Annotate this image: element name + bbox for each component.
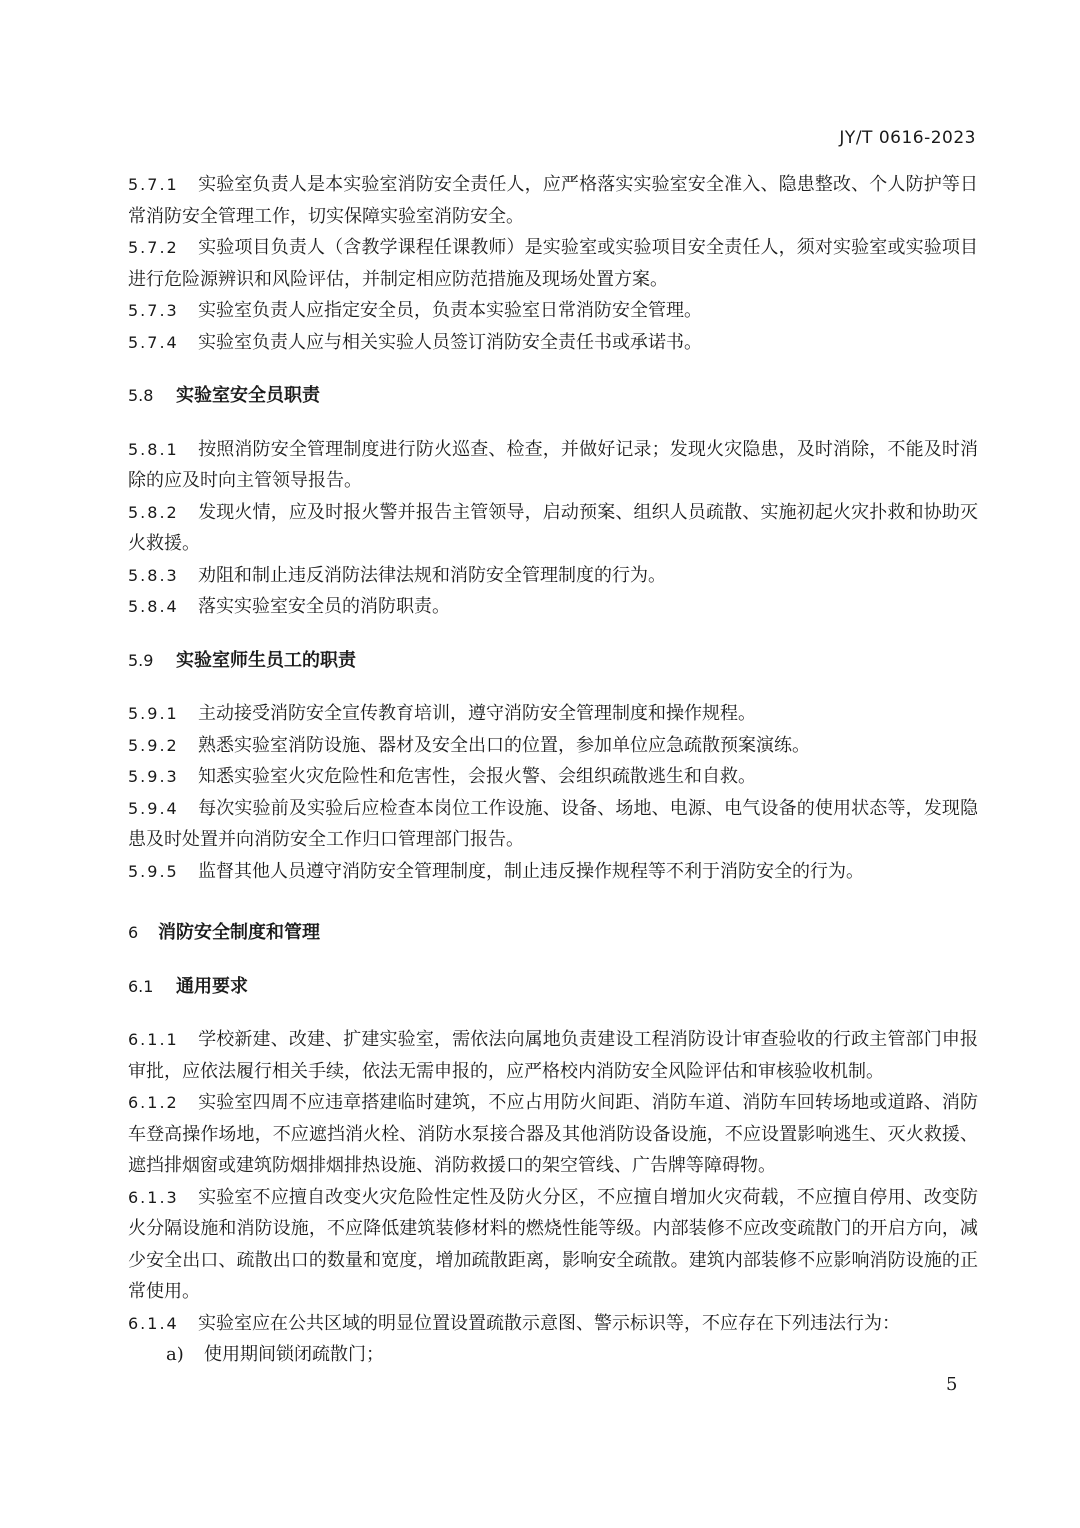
section-heading	[128, 971, 978, 1003]
clause-text: 实验室四周不应违章搭建临时建筑，不应占用防火间距、消防车道、消防车回转场地或道路、消防车登高操作场地，不应遮挡消火栓、消防水泵接合器及其他消防设备设施，不应设置影响逃生、灭火救援、遮挡排烟窗或建筑防烟排烟排热设施、消防救援口的架空管线、广告牌等障碍物。	[128, 1092, 978, 1176]
clause-number: 5.7.2	[128, 238, 179, 257]
clause-text: 落实实验室安全员的消防职责。	[198, 596, 450, 617]
clause-paragraph	[128, 1087, 978, 1182]
section-heading	[128, 645, 978, 677]
clause-paragraph	[128, 1182, 978, 1308]
clause-text: 实验室安全员职责	[176, 385, 320, 406]
clause-paragraph	[128, 169, 978, 232]
clause-text: 熟悉实验室消防设施、器材及安全出口的位置，参加单位应急疏散预案演练。	[198, 734, 810, 756]
clause-paragraph	[128, 1308, 978, 1340]
clause-text: 通用要求	[176, 975, 248, 997]
clause-text: 主动接受消防安全宣传教育培训，遵守消防安全管理制度和操作规程。	[198, 703, 756, 724]
clause-number: 5.9.5	[128, 861, 179, 881]
clause-text: 实验室应在公共区域的明显位置设置疏散示意图、警示标识等，不应存在下列违法行为：	[198, 1312, 900, 1334]
clause-paragraph	[128, 730, 978, 762]
clause-number: 5.8.1	[128, 439, 179, 459]
clause-paragraph	[128, 327, 978, 359]
clause-number: 5.8.4	[128, 597, 179, 616]
clause-number: 5.7.3	[128, 301, 179, 320]
clause-number: 5.9.2	[128, 735, 179, 755]
clause-text: 学校新建、改建、扩建实验室，需依法向属地负责建设工程消防设计审查验收的行政主管部门申报审批，应依法履行相关手续，依法无需申报的，应严格校内消防安全风险评估和审核验收机制。	[128, 1029, 978, 1082]
clause-text: 按照消防安全管理制度进行防火巡查、检查，并做好记录；发现火灾隐患，及时消除，不能及时消除的应及时向主管领导报告。	[128, 438, 978, 491]
document-body	[128, 169, 978, 1371]
clause-text: 实验室负责人是本实验室消防安全责任人，应严格落实实验室安全准入、隐患整改、个人防护等日常消防安全管理工作，切实保障实验室消防安全。	[128, 174, 978, 227]
clause-paragraph	[128, 232, 978, 295]
clause-text: 知悉实验室火灾危险性和危害性，会报火警、会组织疏散逃生和自救。	[198, 766, 756, 787]
clause-paragraph	[128, 434, 978, 497]
clause-paragraph	[128, 1024, 978, 1087]
clause-number: 5.7.1	[128, 175, 179, 194]
list-item	[128, 1339, 978, 1371]
clause-paragraph	[128, 497, 978, 560]
clause-number: 6.1.4	[128, 1313, 179, 1333]
clause-number: 6.1.2	[128, 1093, 179, 1112]
document-code: JY/T 0616-2023	[839, 128, 976, 148]
clause-text: 发现火情，应及时报火警并报告主管领导，启动预案、组织人员疏散、实施初起火灾扑救和协助灭火救援。	[128, 501, 978, 554]
clause-text: 实验室负责人应指定安全员，负责本实验室日常消防安全管理。	[198, 300, 702, 321]
clause-paragraph	[128, 793, 978, 856]
clause-paragraph	[128, 761, 978, 793]
clause-number: 6	[128, 923, 139, 942]
clause-number: 5.9.1	[128, 704, 179, 723]
clause-paragraph	[128, 698, 978, 730]
clause-paragraph	[128, 560, 978, 592]
clause-number: 5.8.3	[128, 565, 179, 585]
clause-number: 5.9.3	[128, 767, 179, 786]
clause-text: 实验室师生员工的职责	[176, 649, 356, 671]
clause-text: 每次实验前及实验后应检查本岗位工作设施、设备、场地、电源、电气设备的使用状态等，发现隐患及时处置并向消防安全工作归口管理部门报告。	[128, 797, 978, 850]
clause-number: 6.1.3	[128, 1187, 179, 1207]
clause-text: 劝阻和制止违反消防法律法规和消防安全管理制度的行为。	[198, 564, 666, 586]
clause-paragraph	[128, 591, 978, 623]
clause-number: 5.8	[128, 386, 154, 405]
clause-number: 5.9	[128, 650, 154, 670]
clause-number: 5.8.2	[128, 502, 179, 522]
clause-number: 6.1	[128, 976, 154, 996]
clause-number: 5.7.4	[128, 332, 179, 352]
chapter-heading	[128, 917, 978, 949]
clause-number: 6.1.1	[128, 1030, 179, 1049]
clause-number: a)	[166, 1344, 184, 1365]
clause-text: 实验室负责人应与相关实验人员签订消防安全责任书或承诺书。	[198, 331, 702, 353]
clause-number: 5.9.4	[128, 798, 179, 818]
clause-text: 实验室不应擅自改变火灾危险性定性及防火分区，不应擅自增加火灾荷载，不应擅自停用、改变防火分隔设施和消防设施，不应降低建筑装修材料的燃烧性能等级。内部装修不应改变疏散门的开启方向，减少安全出口、疏散出口的数量和宽度，增加疏散距离，影响安全疏散。建筑内部装修不应影响消防设施的正常使用。	[128, 1186, 978, 1302]
clause-text: 监督其他人员遵守消防安全管理制度，制止违反操作规程等不利于消防安全的行为。	[198, 860, 864, 882]
section-heading	[128, 380, 978, 412]
page-number: 5	[946, 1374, 958, 1395]
clause-paragraph	[128, 856, 978, 888]
clause-text: 实验项目负责人（含教学课程任课教师）是实验室或实验项目安全责任人，须对实验室或实验项目进行危险源辨识和风险评估，并制定相应防范措施及现场处置方案。	[128, 237, 978, 290]
clause-text: 使用期间锁闭疏散门；	[204, 1344, 384, 1365]
clause-text: 消防安全制度和管理	[158, 922, 320, 943]
clause-paragraph	[128, 295, 978, 327]
